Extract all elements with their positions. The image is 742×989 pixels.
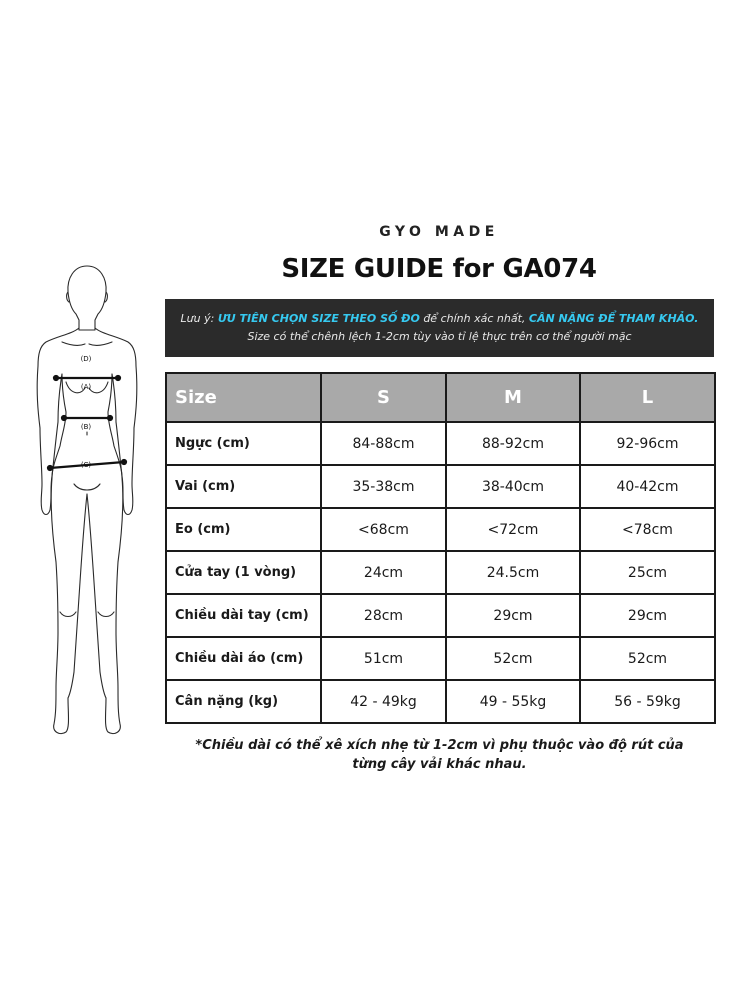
size-table-header (166, 373, 715, 422)
row-label: Eo (cm) (166, 508, 321, 551)
cell-m: 88-92cm (446, 422, 580, 465)
cell-l: 29cm (580, 594, 715, 637)
figure-label-c: (C) (80, 461, 92, 469)
figure-label-b: (B) (80, 423, 92, 431)
table-row (166, 551, 715, 594)
cell-l: <78cm (580, 508, 715, 551)
cell-l: 92-96cm (580, 422, 715, 465)
cell-m: 38-40cm (446, 465, 580, 508)
header-l: L (580, 373, 715, 422)
table-row (166, 465, 715, 508)
cell-s: 28cm (321, 594, 446, 637)
cell-m: 24.5cm (446, 551, 580, 594)
cell-m: 29cm (446, 594, 580, 637)
cell-s: 51cm (321, 637, 446, 680)
footnote (165, 736, 714, 774)
row-label: Chiều dài tay (cm) (166, 594, 321, 637)
page-title: SIZE GUIDE for GA074 (281, 254, 597, 284)
row-label: Ngực (cm) (166, 422, 321, 465)
header-m: M (446, 373, 580, 422)
cell-l: 52cm (580, 637, 715, 680)
cell-m: 49 - 55kg (446, 680, 580, 723)
row-label: Vai (cm) (166, 465, 321, 508)
notice-prefix: Lưu ý: (180, 312, 218, 325)
row-label: Chiều dài áo (cm) (166, 637, 321, 680)
notice-highlight-1: ƯU TIÊN CHỌN SIZE THEO SỐ ĐO (217, 312, 420, 325)
header-s: S (321, 373, 446, 422)
row-label: Cân nặng (kg) (166, 680, 321, 723)
table-row (166, 422, 715, 465)
figure-label-a: (A) (80, 383, 92, 391)
notice-banner (165, 299, 714, 357)
header-size: Size (166, 373, 321, 422)
cell-m: 52cm (446, 637, 580, 680)
body-measurement-figure (22, 262, 152, 742)
notice-line-2: Size có thể chênh lệch 1-2cm tùy vào tỉ lệ thực trên cơ thể người mặc (247, 330, 632, 343)
footnote-line-2: từng cây vải khác nhau. (352, 757, 527, 772)
notice-middle: để chính xác nhất, (419, 312, 529, 325)
figure-label-d: (D) (80, 355, 92, 363)
notice-line-1 (165, 310, 714, 328)
cell-s: 42 - 49kg (321, 680, 446, 723)
row-label: Cửa tay (1 vòng) (166, 551, 321, 594)
brand-name: GYO MADE (379, 224, 499, 240)
footnote-line-1: *Chiều dài có thể xê xích nhẹ từ 1-2cm vì phụ thuộc vào độ rút của (195, 738, 684, 753)
cell-s: 24cm (321, 551, 446, 594)
cell-s: 35-38cm (321, 465, 446, 508)
table-row (166, 680, 715, 723)
table-row (166, 637, 715, 680)
cell-s: 84-88cm (321, 422, 446, 465)
cell-l: 25cm (580, 551, 715, 594)
table-row (166, 508, 715, 551)
cell-l: 56 - 59kg (580, 680, 715, 723)
table-row (166, 594, 715, 637)
cell-l: 40-42cm (580, 465, 715, 508)
cell-s: <68cm (321, 508, 446, 551)
size-table (165, 372, 716, 724)
notice-highlight-2: CÂN NẶNG ĐỂ THAM KHẢO. (528, 312, 699, 325)
cell-m: <72cm (446, 508, 580, 551)
